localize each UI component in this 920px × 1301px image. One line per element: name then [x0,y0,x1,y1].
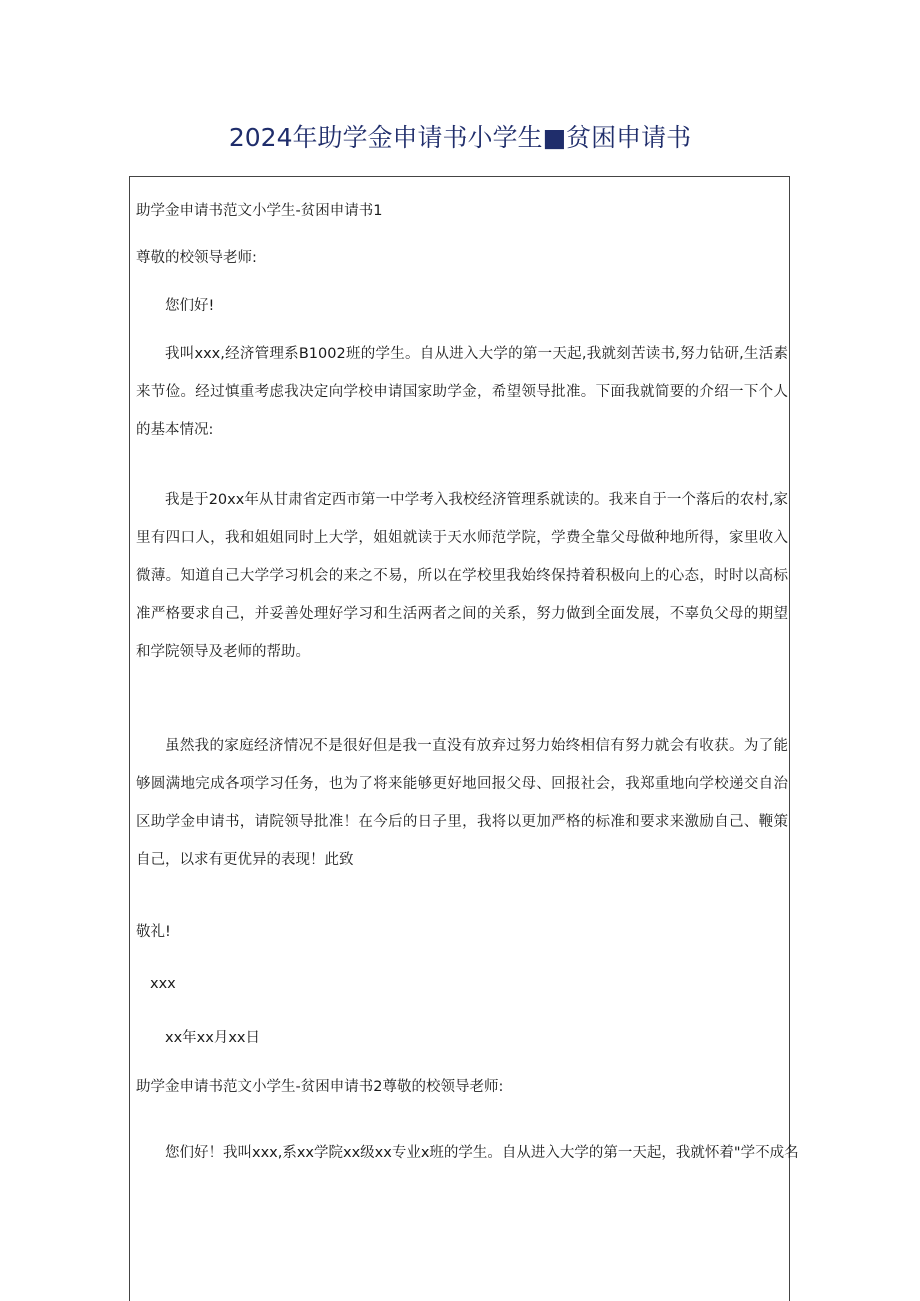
letter1-heading: 助学金申请书范文小学生-贫困申请书1 [136,203,383,219]
letter2-heading: 助学金申请书范文小学生-贫困申请书2尊敬的校领导老师: [136,1079,504,1095]
content-frame [129,176,799,1301]
letter1-signature: xxx [150,976,176,992]
letter1-paragraph-1: 我叫xxx,经济管理系B1002班的学生。自从进入大学的第一天起,我就刻苦读书,努力钻研,生活素来节俭。经过慎重考虑我决定向学校申请国家助学金，希望领导批准。下面我就简要的介绍一下个人的基本情况: [136,346,788,438]
letter1-closing: 敬礼! [136,924,171,940]
letter1-greeting: 您们好! [165,298,215,314]
letter1-date: xx年xx月xx日 [165,1030,260,1046]
letter1-paragraph-3: 虽然我的家庭经济情况不是很好但是我一直没有放弃过努力始终相信有努力就会有收获。为了能够圆满地完成各项学习任务，也为了将来能够更好地回报父母、回报社会，我郑重地向学校递交自治区助学金申请书，请院领导批准！在今后的日子里，我将以更加严格的标准和要求来激励自己、鞭策自己，以求有更优异的表现！此致 [136,738,788,868]
document-title: 2024年助学金申请书小学生■贫困申请书 [228,123,692,152]
letter1-salutation: 尊敬的校领导老师: [136,250,257,266]
letter1-paragraph-2: 我是于20xx年从甘肃省定西市第一中学考入我校经济管理系就读的。我来自于一个落后的农村,家里有四口人，我和姐姐同时上大学，姐姐就读于天水师范学院，学费全靠父母做种地所得，家里收入微薄。知道自己大学学习机会的来之不易，所以在学校里我始终保持着积极向上的心态，时时以高标准严格要求自己，并妥善处理好学习和生活两者之间的关系，努力做到全面发展，不辜负父母的期望和学院领导及老师的帮助。 [136,492,788,660]
letter2-paragraph-1-start: 您们好！我叫xxx,系xx学院xx级xx专业x班的学生。自从进入大学的第一天起，我就怀着"学不成名 [165,1145,799,1161]
